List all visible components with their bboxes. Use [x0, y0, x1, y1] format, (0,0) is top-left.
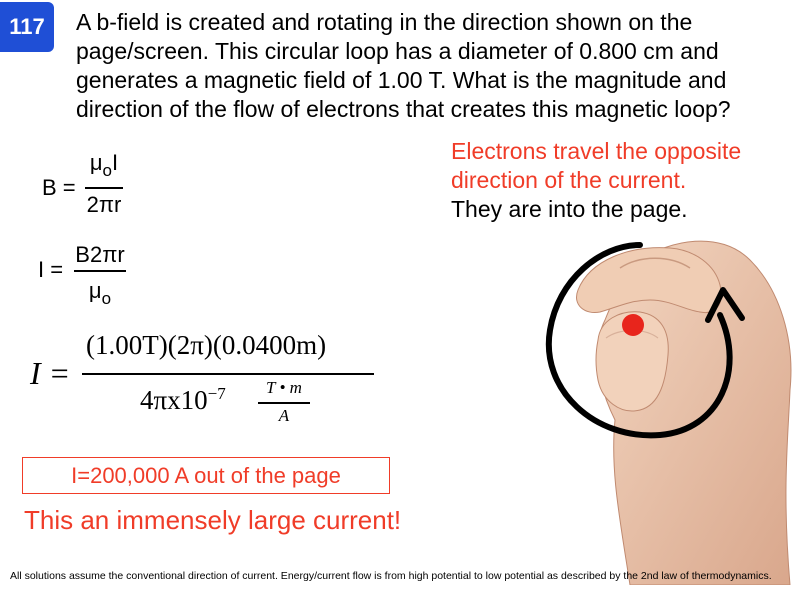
b-formula-denominator: 2πr — [86, 192, 122, 217]
result-text: I=200,000 A out of the page — [71, 462, 341, 488]
fraction-bar — [85, 187, 123, 189]
b-formula-lhs: B = — [42, 175, 76, 200]
answer-line-2: direction of the current. — [451, 167, 687, 193]
comment-text: This an immensely large current! — [24, 505, 402, 535]
current-dot-icon — [622, 314, 644, 336]
i-formula-numerator: B2πr — [75, 242, 125, 267]
result-box — [22, 457, 390, 494]
question-text: A b-field is created and rotating in the direction shown on the page/screen. This circular loop has a diameter of 0.800 cm and generates a magnetic field of 1.00 T. What is the magnitude and direction of the flow of electrons that creates this magnetic loop? — [76, 9, 731, 122]
right-hand-rule-icon — [520, 220, 800, 585]
calc-unit-numerator: T • m — [266, 378, 302, 397]
b-formula-numerator: $\mu_oI$ — [89, 150, 119, 180]
calc-numerator: (1.00T)(2π)(0.0400m) — [86, 330, 327, 360]
answer-line-3: They are into the page. — [451, 196, 688, 222]
calc-lhs: I = — [30, 355, 71, 391]
slide-number-badge: 117 — [0, 2, 54, 52]
answer-line-1: Electrons travel the opposite — [451, 138, 742, 164]
calc-denominator: $4\pi x10^{-7}$ — [140, 384, 226, 415]
unit-fraction-bar — [258, 402, 310, 404]
footnote: All solutions assume the conventional direction of current. Energy/current flow is from high potential to low potential as described by the 2nd law of thermodynamics. — [10, 570, 772, 582]
fraction-bar — [74, 270, 126, 272]
b-field-formula — [40, 150, 160, 225]
current-calculation — [30, 330, 390, 440]
current-formula — [38, 240, 158, 315]
calc-fraction-bar — [82, 373, 374, 375]
answer-block — [451, 137, 741, 224]
calc-unit-denominator: A — [278, 406, 290, 425]
i-formula-denominator: $\mu_o$ — [88, 278, 112, 308]
i-formula-lhs: I = — [38, 257, 64, 282]
